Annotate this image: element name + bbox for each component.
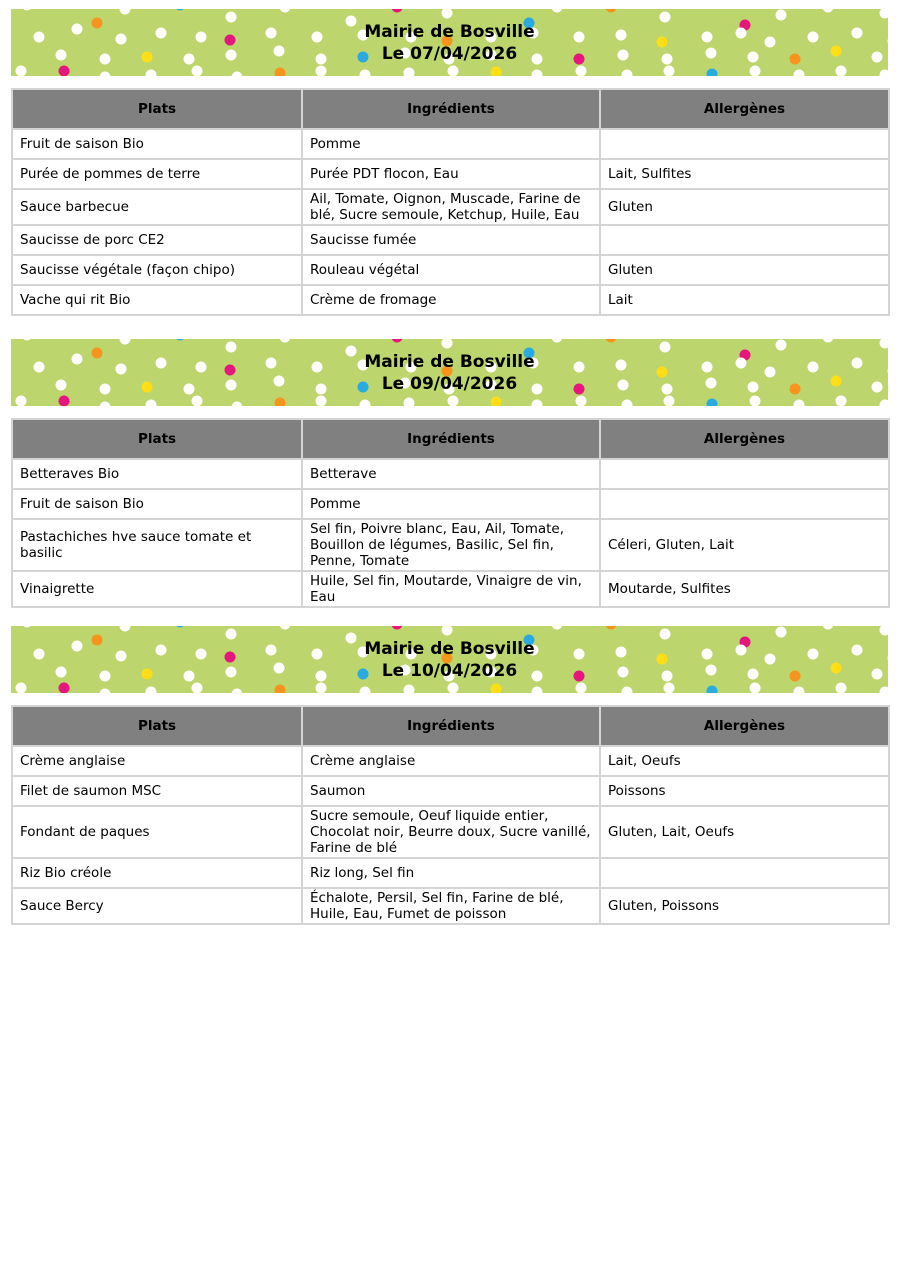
polka-dot	[312, 649, 323, 660]
polka-dot	[275, 398, 286, 407]
menu-table	[11, 418, 890, 608]
polka-dot	[618, 50, 629, 61]
polka-dot	[576, 683, 587, 694]
polka-dot	[790, 54, 801, 65]
polka-dot-banner	[11, 626, 888, 693]
polka-dot	[880, 400, 889, 407]
polka-dot	[156, 358, 167, 369]
polka-dot	[852, 645, 863, 656]
polka-dot	[22, 339, 33, 341]
header-allergenes: Allergènes	[600, 419, 889, 459]
dish-cell: Filet de saumon MSC	[12, 776, 302, 806]
table-header-row	[12, 706, 889, 746]
allergens-cell	[600, 858, 889, 888]
polka-dot	[707, 686, 718, 694]
allergens-cell	[600, 129, 889, 159]
polka-dot	[491, 684, 502, 694]
table-row	[12, 888, 889, 924]
polka-dot	[175, 626, 186, 628]
table-row	[12, 571, 889, 607]
dish-cell: Fruit de saison Bio	[12, 129, 302, 159]
dish-cell: Pastachiches hve sauce tomate et basilic	[12, 519, 302, 571]
polka-dot	[392, 339, 403, 343]
table-row	[12, 746, 889, 776]
menu-table	[11, 705, 890, 925]
polka-dot	[664, 66, 675, 77]
polka-dot	[736, 358, 747, 369]
polka-dot	[660, 629, 671, 640]
ingredients-cell: Sucre semoule, Oeuf liquide entier, Chocolat noir, Beurre doux, Sucre vanillé, Farine de blé	[302, 806, 600, 858]
polka-dot	[872, 52, 883, 63]
polka-dot	[664, 396, 675, 407]
polka-dot	[225, 365, 236, 376]
dish-cell: Fruit de saison Bio	[12, 489, 302, 519]
polka-dot	[316, 396, 327, 407]
polka-dot	[574, 54, 585, 65]
allergens-cell: Lait, Oeufs	[600, 746, 889, 776]
header-plats: Plats	[12, 419, 302, 459]
ingredients-cell: Saucisse fumée	[302, 225, 600, 255]
banner-title: Mairie de Bosville	[364, 21, 535, 42]
table-row	[12, 858, 889, 888]
polka-dot	[184, 54, 195, 65]
polka-dot	[404, 685, 415, 694]
polka-dot	[574, 32, 585, 43]
polka-dot	[360, 400, 371, 407]
polka-dot	[312, 362, 323, 373]
polka-dot	[360, 687, 371, 694]
polka-dot	[34, 649, 45, 660]
menu-section	[11, 9, 888, 316]
polka-dot	[823, 9, 834, 13]
table-row	[12, 776, 889, 806]
polka-dot	[831, 46, 842, 57]
polka-dot	[316, 384, 327, 395]
polka-dot	[92, 348, 103, 359]
banner-text	[364, 21, 534, 65]
dish-cell: Vinaigrette	[12, 571, 302, 607]
polka-dot	[606, 626, 617, 630]
polka-dot	[275, 68, 286, 77]
polka-dot	[706, 48, 717, 59]
polka-dot	[442, 339, 453, 349]
polka-dot	[16, 66, 27, 77]
table-row	[12, 519, 889, 571]
polka-dot	[196, 32, 207, 43]
polka-dot	[574, 384, 585, 395]
polka-dot	[392, 9, 403, 13]
allergens-cell: Gluten	[600, 189, 889, 225]
polka-dot	[448, 66, 459, 77]
polka-dot	[748, 382, 759, 393]
header-ingredients: Ingrédients	[302, 89, 600, 129]
polka-dot	[16, 396, 27, 407]
ingredients-cell: Échalote, Persil, Sel fin, Farine de blé, Huile, Eau, Fumet de poisson	[302, 888, 600, 924]
polka-dot	[836, 396, 847, 407]
polka-dot	[576, 396, 587, 407]
polka-dot	[491, 397, 502, 407]
polka-dot	[226, 342, 237, 353]
polka-dot	[184, 384, 195, 395]
polka-dot	[765, 37, 776, 48]
table-header-row	[12, 89, 889, 129]
table-row	[12, 159, 889, 189]
polka-dot	[116, 651, 127, 662]
banner-text	[364, 638, 534, 682]
header-plats: Plats	[12, 706, 302, 746]
polka-dot	[794, 687, 805, 694]
table-row	[12, 225, 889, 255]
polka-dot	[142, 382, 153, 393]
allergens-cell: Gluten, Lait, Oeufs	[600, 806, 889, 858]
polka-dot	[196, 649, 207, 660]
polka-dot	[880, 339, 889, 349]
polka-dot	[776, 627, 787, 638]
allergens-cell	[600, 459, 889, 489]
polka-dot	[72, 354, 83, 365]
polka-dot	[316, 683, 327, 694]
polka-dot	[266, 358, 277, 369]
ingredients-cell: Ail, Tomate, Oignon, Muscade, Farine de blé, Sucre semoule, Ketchup, Huile, Eau	[302, 189, 600, 225]
polka-dot	[142, 52, 153, 63]
menu-section	[11, 339, 888, 608]
table-row	[12, 189, 889, 225]
ingredients-cell: Crème de fromage	[302, 285, 600, 315]
polka-dot	[192, 66, 203, 77]
table-row	[12, 489, 889, 519]
allergens-cell	[600, 225, 889, 255]
polka-dot	[142, 669, 153, 680]
dish-cell: Crème anglaise	[12, 746, 302, 776]
menu-section	[11, 626, 888, 925]
polka-dot	[280, 626, 291, 630]
polka-dot	[34, 362, 45, 373]
allergens-cell: Moutarde, Sulfites	[600, 571, 889, 607]
polka-dot	[657, 367, 668, 378]
polka-dot	[852, 358, 863, 369]
polka-dot	[146, 400, 157, 407]
header-plats: Plats	[12, 89, 302, 129]
allergens-cell: Lait, Sulfites	[600, 159, 889, 189]
polka-dot	[360, 70, 371, 77]
ingredients-cell: Pomme	[302, 129, 600, 159]
dish-cell: Saucisse végétale (façon chipo)	[12, 255, 302, 285]
polka-dot	[616, 647, 627, 658]
polka-dot	[196, 362, 207, 373]
polka-dot	[156, 645, 167, 656]
polka-dot	[702, 362, 713, 373]
polka-dot	[532, 400, 543, 407]
polka-dot	[34, 32, 45, 43]
polka-dot-banner	[11, 9, 888, 76]
polka-dot	[750, 396, 761, 407]
polka-dot	[100, 671, 111, 682]
banner-text	[364, 351, 534, 395]
polka-dot	[346, 633, 357, 644]
polka-dot	[192, 683, 203, 694]
polka-dot	[808, 362, 819, 373]
polka-dot	[316, 671, 327, 682]
polka-dot	[442, 626, 453, 636]
allergens-cell: Gluten, Poissons	[600, 888, 889, 924]
polka-dot	[175, 9, 186, 11]
polka-dot	[888, 366, 889, 377]
polka-dot	[56, 50, 67, 61]
polka-dot	[576, 66, 587, 77]
ingredients-cell: Sel fin, Poivre blanc, Eau, Ail, Tomate, Bouillon de légumes, Basilic, Sel fin, Penne, Tomate	[302, 519, 600, 571]
polka-dot	[660, 342, 671, 353]
dish-cell: Fondant de paques	[12, 806, 302, 858]
polka-dot	[226, 12, 237, 23]
polka-dot	[346, 346, 357, 357]
polka-dot	[532, 70, 543, 77]
polka-dot	[100, 384, 111, 395]
polka-dot	[316, 66, 327, 77]
polka-dot	[100, 402, 111, 407]
polka-dot	[831, 663, 842, 674]
polka-dot	[776, 10, 787, 21]
polka-dot	[100, 54, 111, 65]
polka-dot	[274, 663, 285, 674]
polka-dot	[750, 683, 761, 694]
polka-dot	[316, 54, 327, 65]
polka-dot	[606, 339, 617, 343]
polka-dot	[274, 376, 285, 387]
polka-dot	[120, 9, 131, 15]
banner-title: Mairie de Bosville	[364, 638, 535, 659]
polka-dot	[116, 34, 127, 45]
table-row	[12, 285, 889, 315]
banner-date: Le 07/04/2026	[381, 43, 518, 64]
polka-dot	[794, 70, 805, 77]
polka-dot	[836, 66, 847, 77]
polka-dot	[574, 362, 585, 373]
dish-cell: Sauce Bercy	[12, 888, 302, 924]
ingredients-cell: Purée PDT flocon, Eau	[302, 159, 600, 189]
polka-dot	[622, 687, 633, 694]
polka-dot	[706, 378, 717, 389]
polka-dot	[748, 52, 759, 63]
polka-dot	[664, 683, 675, 694]
polka-dot	[616, 30, 627, 41]
polka-dot	[622, 400, 633, 407]
polka-dot	[707, 69, 718, 77]
polka-dot	[266, 28, 277, 39]
ingredients-cell: Saumon	[302, 776, 600, 806]
polka-dot	[59, 66, 70, 77]
menu-table	[11, 88, 890, 316]
polka-dot	[880, 9, 889, 19]
polka-dot	[657, 37, 668, 48]
ingredients-cell: Riz long, Sel fin	[302, 858, 600, 888]
polka-dot	[448, 396, 459, 407]
polka-dot	[872, 382, 883, 393]
banner-date: Le 10/04/2026	[381, 660, 518, 681]
dish-cell: Purée de pommes de terre	[12, 159, 302, 189]
polka-dot	[404, 68, 415, 77]
polka-dot	[72, 24, 83, 35]
polka-dot	[232, 72, 243, 77]
allergens-cell: Gluten	[600, 255, 889, 285]
polka-dot	[22, 626, 33, 628]
polka-dot	[16, 683, 27, 694]
polka-dot	[184, 671, 195, 682]
polka-dot	[823, 626, 834, 630]
polka-dot	[175, 339, 186, 341]
polka-dot	[225, 652, 236, 663]
polka-dot	[836, 683, 847, 694]
polka-dot	[56, 667, 67, 678]
polka-dot	[552, 9, 563, 13]
allergens-cell: Poissons	[600, 776, 889, 806]
polka-dot-banner	[11, 339, 888, 406]
polka-dot	[702, 649, 713, 660]
polka-dot	[706, 665, 717, 676]
table-header-row	[12, 419, 889, 459]
polka-dot	[266, 645, 277, 656]
polka-dot	[776, 340, 787, 351]
polka-dot	[532, 687, 543, 694]
polka-dot	[100, 72, 111, 77]
polka-dot	[823, 339, 834, 343]
polka-dot	[56, 380, 67, 391]
polka-dot	[616, 360, 627, 371]
ingredients-cell: Pomme	[302, 489, 600, 519]
polka-dot	[59, 396, 70, 407]
ingredients-cell: Rouleau végétal	[302, 255, 600, 285]
header-ingredients: Ingrédients	[302, 419, 600, 459]
polka-dot	[872, 669, 883, 680]
table-row	[12, 806, 889, 858]
polka-dot	[346, 16, 357, 27]
polka-dot	[146, 687, 157, 694]
polka-dot	[146, 70, 157, 77]
polka-dot	[72, 641, 83, 652]
polka-dot	[888, 653, 889, 664]
ingredients-cell: Betterave	[302, 459, 600, 489]
polka-dot	[736, 28, 747, 39]
dish-cell: Riz Bio créole	[12, 858, 302, 888]
polka-dot	[116, 364, 127, 375]
allergens-cell	[600, 489, 889, 519]
polka-dot	[92, 18, 103, 29]
polka-dot	[574, 649, 585, 660]
polka-dot	[448, 683, 459, 694]
banner-title: Mairie de Bosville	[364, 351, 535, 372]
polka-dot	[22, 9, 33, 11]
polka-dot	[120, 626, 131, 632]
dish-cell: Sauce barbecue	[12, 189, 302, 225]
polka-dot	[156, 28, 167, 39]
polka-dot	[702, 32, 713, 43]
polka-dot	[274, 46, 285, 57]
polka-dot	[880, 70, 889, 77]
polka-dot	[808, 649, 819, 660]
polka-dot	[404, 398, 415, 407]
polka-dot	[552, 339, 563, 343]
polka-dot	[831, 376, 842, 387]
polka-dot	[552, 626, 563, 630]
polka-dot	[794, 400, 805, 407]
polka-dot	[736, 645, 747, 656]
polka-dot	[226, 50, 237, 61]
polka-dot	[280, 9, 291, 13]
table-row	[12, 255, 889, 285]
polka-dot	[790, 671, 801, 682]
polka-dot	[59, 683, 70, 694]
polka-dot	[226, 380, 237, 391]
polka-dot	[880, 626, 889, 636]
polka-dot	[442, 9, 453, 19]
polka-dot	[662, 54, 673, 65]
polka-dot	[275, 685, 286, 694]
header-ingredients: Ingrédients	[302, 706, 600, 746]
polka-dot	[192, 396, 203, 407]
ingredients-cell: Huile, Sel fin, Moutarde, Vinaigre de vin, Eau	[302, 571, 600, 607]
polka-dot	[392, 626, 403, 630]
allergens-cell: Lait	[600, 285, 889, 315]
polka-dot	[748, 669, 759, 680]
polka-dot	[232, 402, 243, 407]
polka-dot	[808, 32, 819, 43]
dish-cell: Vache qui rit Bio	[12, 285, 302, 315]
header-allergenes: Allergènes	[600, 89, 889, 129]
banner-date: Le 09/04/2026	[381, 373, 518, 394]
polka-dot	[765, 367, 776, 378]
polka-dot	[707, 399, 718, 407]
polka-dot	[574, 671, 585, 682]
polka-dot	[662, 671, 673, 682]
polka-dot	[622, 70, 633, 77]
polka-dot	[660, 12, 671, 23]
polka-dot	[92, 635, 103, 646]
dish-cell: Saucisse de porc CE2	[12, 225, 302, 255]
dish-cell: Betteraves Bio	[12, 459, 302, 489]
allergens-cell: Céleri, Gluten, Lait	[600, 519, 889, 571]
polka-dot	[226, 667, 237, 678]
polka-dot	[765, 654, 776, 665]
polka-dot	[280, 339, 291, 343]
polka-dot	[750, 66, 761, 77]
polka-dot	[618, 667, 629, 678]
ingredients-cell: Crème anglaise	[302, 746, 600, 776]
polka-dot	[657, 654, 668, 665]
polka-dot	[232, 689, 243, 694]
polka-dot	[790, 384, 801, 395]
polka-dot	[888, 36, 889, 47]
polka-dot	[852, 28, 863, 39]
polka-dot	[100, 689, 111, 694]
polka-dot	[491, 67, 502, 77]
header-allergenes: Allergènes	[600, 706, 889, 746]
table-row	[12, 459, 889, 489]
polka-dot	[880, 687, 889, 694]
polka-dot	[606, 9, 617, 13]
polka-dot	[662, 384, 673, 395]
polka-dot	[618, 380, 629, 391]
polka-dot	[225, 35, 236, 46]
polka-dot	[226, 629, 237, 640]
polka-dot	[120, 339, 131, 345]
table-row	[12, 129, 889, 159]
polka-dot	[312, 32, 323, 43]
